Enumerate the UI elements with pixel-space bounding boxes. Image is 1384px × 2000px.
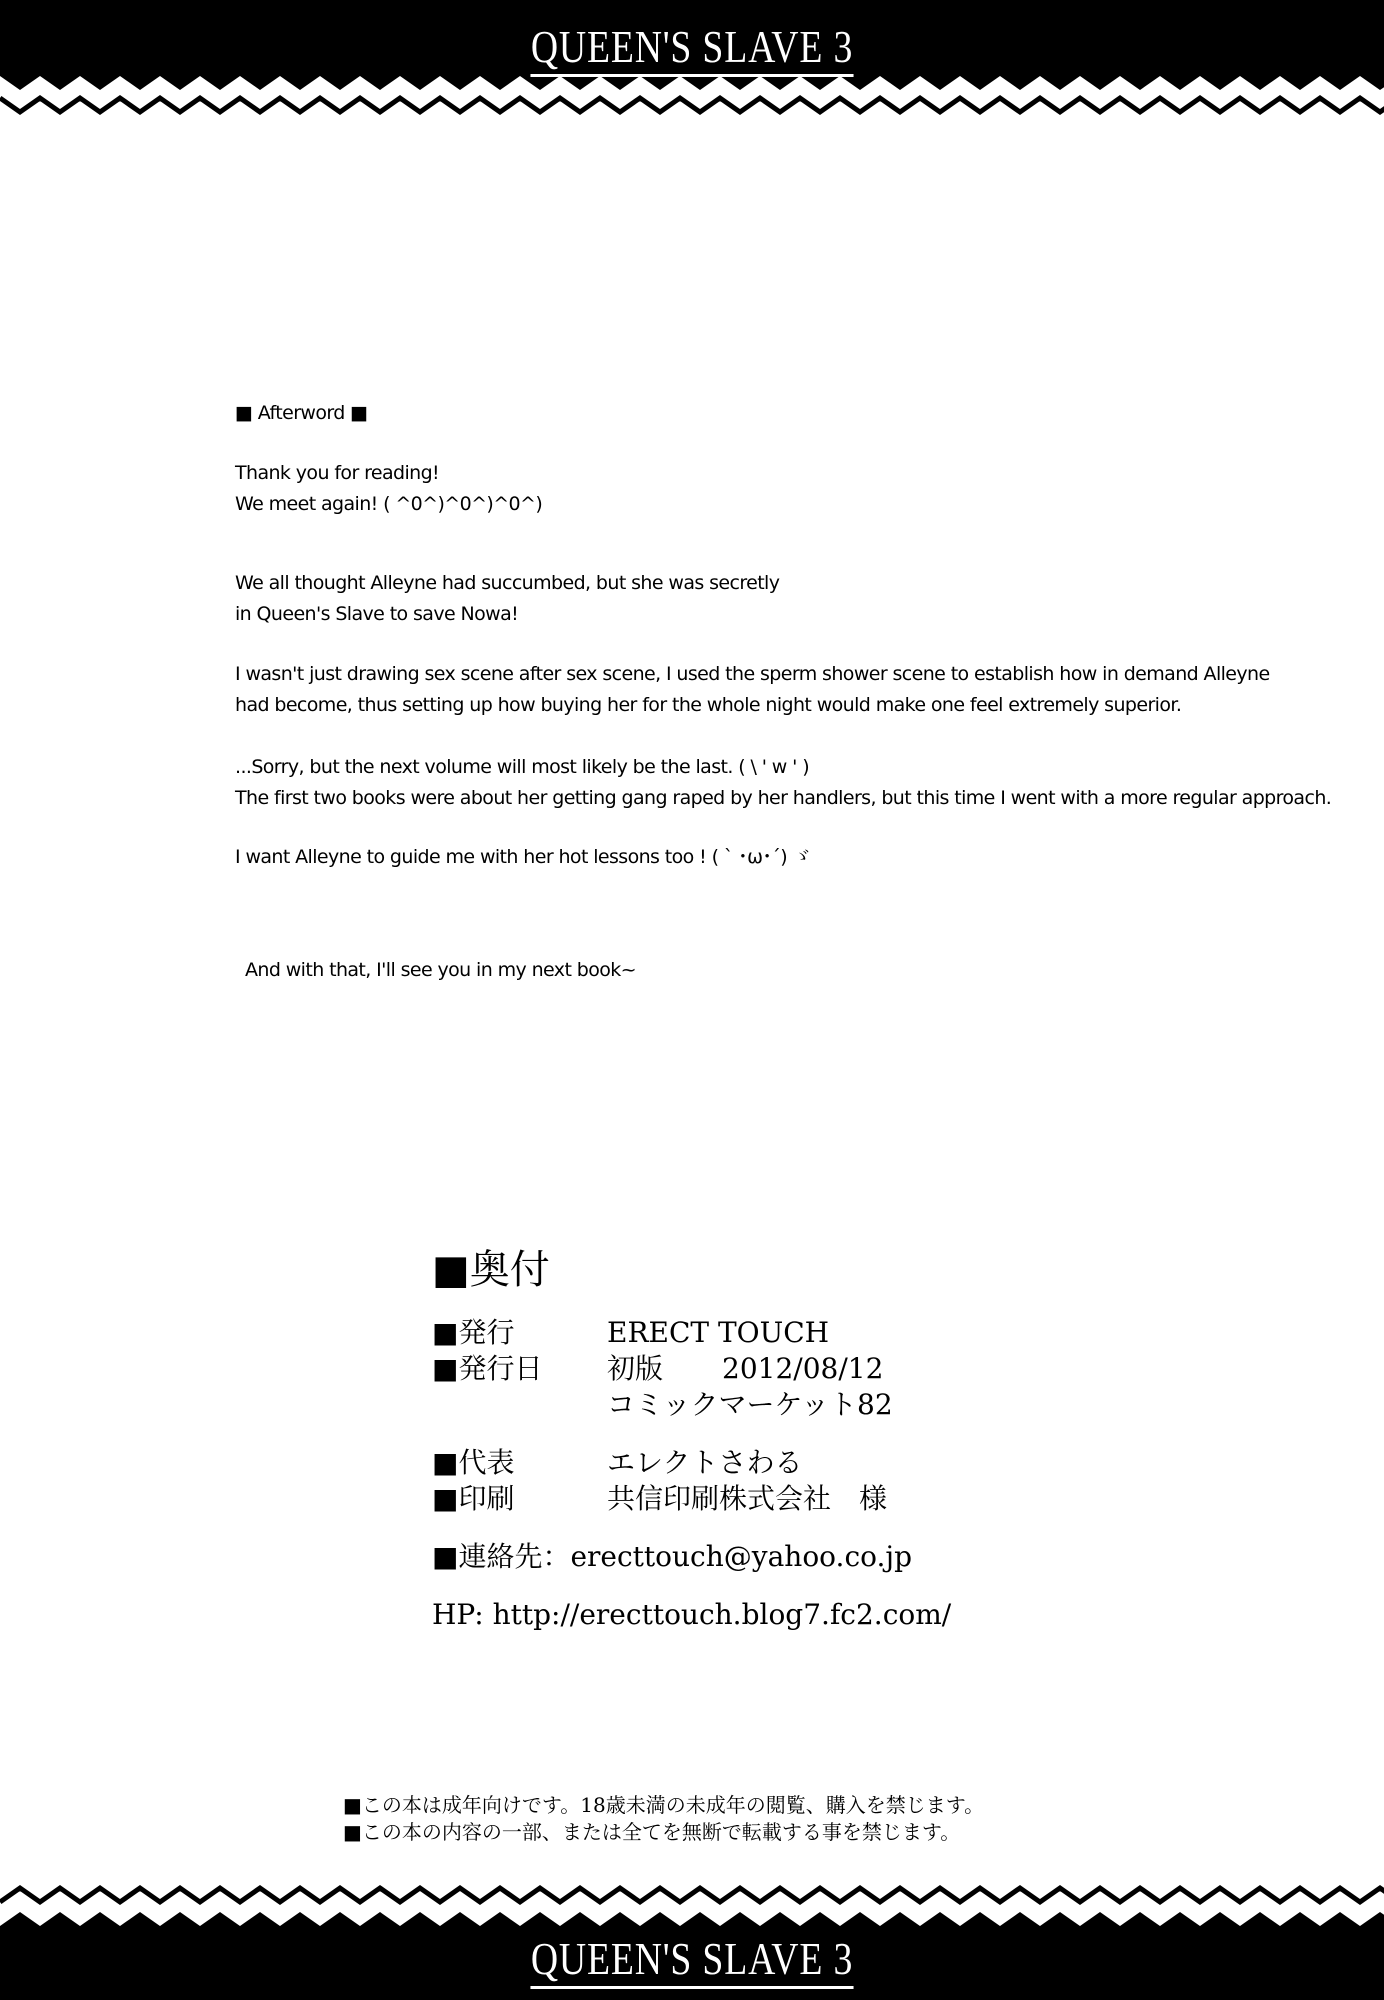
- afterword-line: had become, thus setting up how buying her for the whole night would make one feel extremely superior.: [235, 694, 1182, 716]
- rep-value: エレクトさわる: [607, 1446, 803, 1479]
- afterword-line: The first two books were about her getting gang raped by her handlers, but this time I went with a more regular approach.: [235, 787, 1332, 809]
- event-row: [432, 1387, 1332, 1423]
- date-row: [432, 1351, 1332, 1387]
- publisher-value: ERECT TOUCH: [607, 1316, 830, 1349]
- header-title: QUEEN'S SLAVE 3: [125, 20, 1260, 73]
- edition-value: 初版: [607, 1352, 664, 1385]
- afterword-line: I wasn't just drawing sex scene after sex scene, I used the sperm shower scene to establish how in demand Alleyne: [235, 663, 1270, 685]
- afterword-line: We all thought Alleyne had succumbed, but she was secretly: [235, 572, 780, 594]
- date-label: ■発行日: [432, 1352, 543, 1385]
- printer-value: 共信印刷株式会社 様: [607, 1482, 888, 1515]
- rep-label: ■代表: [432, 1446, 515, 1479]
- afterword-line: ...Sorry, but the next volume will most likely be the last. ( \ ' w ' ): [235, 756, 810, 778]
- footer-title: QUEEN'S SLAVE 3: [125, 1932, 1260, 1985]
- event-value: コミックマーケット82: [607, 1388, 893, 1421]
- afterword-line: And with that, I'll see you in my next book~: [245, 959, 636, 981]
- afterword-title: ■ Afterword ■: [235, 402, 368, 424]
- homepage-url: HP: http://erecttouch.blog7.fc2.com/: [432, 1598, 952, 1631]
- publisher-label: ■発行: [432, 1316, 515, 1349]
- copyright-notice: ■この本の内容の一部、または全てを無断で転載する事を禁じます。: [343, 1820, 961, 1844]
- publisher-row: [432, 1315, 1332, 1351]
- afterword-line: We meet again! ( ^0^)^0^)^0^): [235, 493, 543, 515]
- afterword-line: in Queen's Slave to save Nowa!: [235, 603, 519, 625]
- rep-row: [432, 1445, 1332, 1481]
- age-notice: ■この本は成年向けです。18歳未満の未成年の閲覧、購入を禁じます。: [343, 1793, 985, 1817]
- print-label: ■印刷: [432, 1482, 515, 1515]
- date-value: 2012/08/12: [722, 1352, 884, 1385]
- afterword-line: Thank you for reading!: [235, 462, 440, 484]
- header-band: [0, 0, 1384, 130]
- contact-email: ■連絡先：erecttouch@yahoo.co.jp: [432, 1540, 912, 1573]
- afterword-section: [235, 398, 1375, 986]
- colophon-section: [432, 1245, 1332, 1633]
- legal-notice: [343, 1792, 1343, 1846]
- afterword-line: I want Alleyne to guide me with her hot lessons too ! ( ` ･ω･´) ゞ: [235, 846, 811, 868]
- print-row: [432, 1481, 1332, 1517]
- footer-band: [0, 1870, 1384, 2000]
- colophon-heading: ■奥付: [432, 1247, 550, 1293]
